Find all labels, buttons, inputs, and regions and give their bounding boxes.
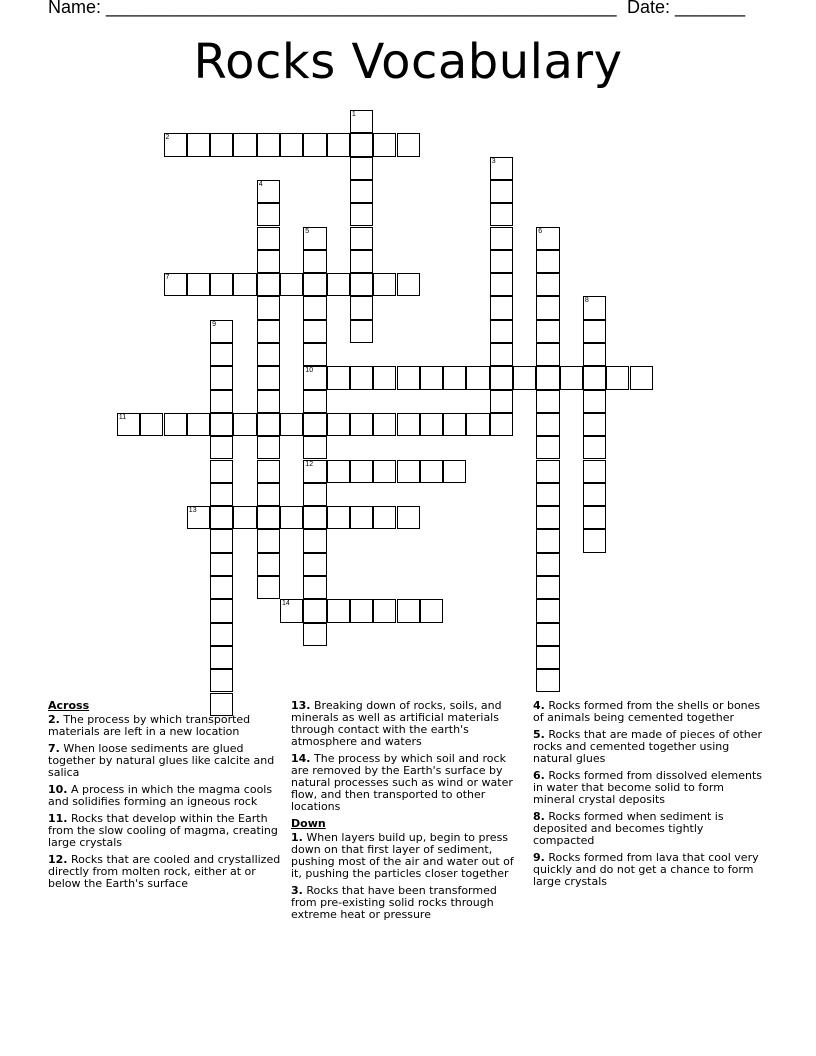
clue-number: 11 <box>118 413 127 421</box>
grid-cell[interactable] <box>583 390 606 413</box>
grid-cell[interactable] <box>536 623 559 646</box>
grid-cell[interactable] <box>583 366 606 389</box>
grid-cell[interactable] <box>233 413 256 436</box>
clue-number: 4 <box>258 180 263 188</box>
grid-cell[interactable] <box>490 296 513 319</box>
date-field-label: Date: _______ <box>627 0 746 17</box>
grid-cell[interactable] <box>280 599 303 622</box>
grid-cell[interactable] <box>350 250 373 273</box>
grid-cell[interactable] <box>164 413 187 436</box>
clue-number: 13 <box>188 507 197 515</box>
grid-cell[interactable] <box>210 553 233 576</box>
grid-cell[interactable] <box>490 250 513 273</box>
grid-cell[interactable] <box>280 413 303 436</box>
clue-number: 2 <box>165 134 170 142</box>
clue-number: 8 <box>584 297 589 305</box>
grid-cell[interactable] <box>257 366 280 389</box>
grid-cell[interactable] <box>303 320 326 343</box>
grid-cell[interactable] <box>303 599 326 622</box>
grid-cell[interactable] <box>280 506 303 529</box>
grid-cell[interactable] <box>257 553 280 576</box>
grid-cell[interactable] <box>210 669 233 692</box>
grid-cell[interactable] <box>536 553 559 576</box>
grid-cell[interactable] <box>210 506 233 529</box>
grid-cell[interactable] <box>583 343 606 366</box>
grid-cell[interactable] <box>303 623 326 646</box>
grid-cell[interactable] <box>350 506 373 529</box>
grid-cell[interactable] <box>210 436 233 459</box>
down-heading: Down <box>291 817 326 830</box>
grid-cell[interactable] <box>210 320 233 343</box>
grid-cell[interactable] <box>397 133 420 156</box>
grid-cell[interactable] <box>257 506 280 529</box>
grid-cell[interactable] <box>257 180 280 203</box>
grid-cell[interactable] <box>210 133 233 156</box>
grid-cell[interactable] <box>373 599 396 622</box>
grid-cell[interactable] <box>350 227 373 250</box>
grid-cell[interactable] <box>536 599 559 622</box>
clue-number: 12 <box>305 460 314 468</box>
grid-cell[interactable] <box>327 599 350 622</box>
grid-cell[interactable] <box>420 599 443 622</box>
grid-cell[interactable] <box>303 529 326 552</box>
grid-cell[interactable] <box>490 180 513 203</box>
grid-cell[interactable] <box>303 366 326 389</box>
grid-cell[interactable] <box>397 460 420 483</box>
grid-cell[interactable] <box>397 599 420 622</box>
grid-cell[interactable] <box>420 413 443 436</box>
grid-cell[interactable] <box>490 273 513 296</box>
grid-cell[interactable] <box>583 413 606 436</box>
clue-number: 6 <box>538 227 543 235</box>
clue-across-14: 14. The process by which soil and rock are removed by the Earth's surface by natural processes such as wind or water flow, and then transported to other locations <box>291 752 513 813</box>
grid-cell[interactable] <box>490 157 513 180</box>
clue-down-6: 6. Rocks formed from dissolved elements in water that become solid to form mineral crystal deposits <box>533 769 762 806</box>
clues-column-1 <box>48 700 284 895</box>
page-title: Rocks Vocabulary <box>193 34 623 90</box>
grid-cell[interactable] <box>257 460 280 483</box>
grid-cell[interactable] <box>350 366 373 389</box>
grid-cell[interactable] <box>187 133 210 156</box>
grid-cell[interactable] <box>164 133 187 156</box>
grid-cell[interactable] <box>420 460 443 483</box>
grid-cell[interactable] <box>257 413 280 436</box>
grid-cell[interactable] <box>327 413 350 436</box>
grid-cell[interactable] <box>210 599 233 622</box>
grid-cell[interactable] <box>303 413 326 436</box>
grid-cell[interactable] <box>303 576 326 599</box>
grid-cell[interactable] <box>210 483 233 506</box>
grid-cell[interactable] <box>257 436 280 459</box>
clue-down-8: 8. Rocks formed when sediment is deposited and becomes tightly compacted <box>533 810 724 847</box>
grid-cell[interactable] <box>490 390 513 413</box>
grid-cell[interactable] <box>350 296 373 319</box>
clue-down-1: 1. When layers build up, begin to press down on that first layer of sediment, pushing most of the air and water out of it, pushing the particles closer together <box>291 831 514 880</box>
grid-cell[interactable] <box>327 133 350 156</box>
grid-cell[interactable] <box>373 366 396 389</box>
grid-cell[interactable] <box>210 413 233 436</box>
grid-cell[interactable] <box>350 203 373 226</box>
clue-across-2: 2. The process by which transported materials are left in a new location <box>48 713 251 738</box>
grid-cell[interactable] <box>257 320 280 343</box>
clue-number: 9 <box>212 320 216 328</box>
clues-column-3 <box>533 700 765 893</box>
grid-cell[interactable] <box>397 366 420 389</box>
grid-cell[interactable] <box>257 576 280 599</box>
grid-cell[interactable] <box>303 250 326 273</box>
grid-cell[interactable] <box>233 506 256 529</box>
grid-cell[interactable] <box>536 296 559 319</box>
grid-cell[interactable] <box>257 529 280 552</box>
grid-cell[interactable] <box>257 273 280 296</box>
grid-cell[interactable] <box>303 390 326 413</box>
grid-cell[interactable] <box>583 320 606 343</box>
grid-cell[interactable] <box>373 273 396 296</box>
grid-cell[interactable] <box>443 460 466 483</box>
grid-cell[interactable] <box>350 133 373 156</box>
grid-cell[interactable] <box>490 203 513 226</box>
grid-cell[interactable] <box>373 413 396 436</box>
grid-cell[interactable] <box>350 180 373 203</box>
clue-across-11: 11. Rocks that develop within the Earth from the slow cooling of magma, creating large crystals <box>48 812 278 849</box>
grid-cell[interactable] <box>303 460 326 483</box>
grid-cell[interactable] <box>420 366 443 389</box>
grid-cell[interactable] <box>373 133 396 156</box>
grid-cell[interactable] <box>257 133 280 156</box>
grid-cell[interactable] <box>187 506 210 529</box>
grid-cell[interactable] <box>606 366 629 389</box>
grid-cell[interactable] <box>280 273 303 296</box>
clue-number: 1 <box>351 111 356 118</box>
grid-cell[interactable] <box>536 436 559 459</box>
grid-cell[interactable] <box>350 273 373 296</box>
clue-number: 7 <box>165 274 170 282</box>
grid-cell[interactable] <box>233 273 256 296</box>
grid-cell[interactable] <box>303 227 326 250</box>
grid-cell[interactable] <box>536 483 559 506</box>
grid-cell[interactable] <box>210 460 233 483</box>
grid-cell[interactable] <box>583 296 606 319</box>
grid-cell[interactable] <box>327 506 350 529</box>
grid-cell[interactable] <box>257 250 280 273</box>
clue-number: 5 <box>305 227 310 235</box>
grid-cell[interactable] <box>210 390 233 413</box>
grid-cell[interactable] <box>397 273 420 296</box>
clue-number: 3 <box>491 157 496 165</box>
grid-cell[interactable] <box>536 343 559 366</box>
grid-cell[interactable] <box>210 623 233 646</box>
grid-cell[interactable] <box>536 529 559 552</box>
grid-cell[interactable] <box>536 413 559 436</box>
grid-cell[interactable] <box>583 460 606 483</box>
grid-cell[interactable] <box>257 296 280 319</box>
grid-cell[interactable] <box>303 343 326 366</box>
grid-cell[interactable] <box>560 366 583 389</box>
grid-cell[interactable] <box>327 366 350 389</box>
grid-cell[interactable] <box>490 320 513 343</box>
grid-cell[interactable] <box>536 320 559 343</box>
clues-column-2 <box>291 700 519 926</box>
across-heading: Across <box>48 699 90 712</box>
clue-down-9: 9. Rocks formed from lava that cool very quickly and do not get a chance to form large crystals <box>533 851 759 888</box>
grid-cell[interactable] <box>443 366 466 389</box>
grid-cell[interactable] <box>350 157 373 180</box>
grid-cell[interactable] <box>536 576 559 599</box>
grid-cell[interactable] <box>210 529 233 552</box>
grid-cell[interactable] <box>303 133 326 156</box>
grid-cell[interactable] <box>536 366 559 389</box>
grid-cell[interactable] <box>327 460 350 483</box>
clue-across-10: 10. A process in which the magma cools and solidifies forming an igneous rock <box>48 783 273 808</box>
grid-cell[interactable] <box>257 483 280 506</box>
grid-cell[interactable] <box>210 576 233 599</box>
grid-cell[interactable] <box>373 460 396 483</box>
grid-cell[interactable] <box>536 250 559 273</box>
grid-cell[interactable] <box>490 227 513 250</box>
grid-cell[interactable] <box>117 413 140 436</box>
clue-across-12: 12. Rocks that are cooled and crystallized directly from molten rock, either at or below the Earth's surface <box>48 853 281 890</box>
grid-cell[interactable] <box>350 110 373 133</box>
grid-cell[interactable] <box>536 506 559 529</box>
grid-cell[interactable] <box>187 273 210 296</box>
grid-cell[interactable] <box>536 390 559 413</box>
grid-cell[interactable] <box>350 320 373 343</box>
grid-cell[interactable] <box>466 366 489 389</box>
grid-cell[interactable] <box>583 529 606 552</box>
grid-cell[interactable] <box>583 436 606 459</box>
grid-cell[interactable] <box>536 273 559 296</box>
grid-cell[interactable] <box>164 273 187 296</box>
grid-cell[interactable] <box>490 343 513 366</box>
grid-cell[interactable] <box>280 133 303 156</box>
grid-cell[interactable] <box>536 669 559 692</box>
grid-cell[interactable] <box>210 273 233 296</box>
grid-cell[interactable] <box>303 553 326 576</box>
grid-cell[interactable] <box>350 413 373 436</box>
clue-down-4: 4. Rocks formed from the shells or bones of animals being cemented together <box>533 699 761 724</box>
grid-cell[interactable] <box>303 273 326 296</box>
grid-cell[interactable] <box>303 296 326 319</box>
clue-across-13: 13. Breaking down of rocks, soils, and minerals as well as artificial materials through contact with the earth's atmosphere and waters <box>291 699 502 748</box>
grid-cell[interactable] <box>630 366 653 389</box>
clue-number: 10 <box>305 367 314 375</box>
grid-cell[interactable] <box>303 483 326 506</box>
name-field-label: Name: ___________________________________________________ <box>48 0 617 17</box>
grid-cell[interactable] <box>210 366 233 389</box>
grid-cell[interactable] <box>536 460 559 483</box>
grid-cell[interactable] <box>350 460 373 483</box>
grid-cell[interactable] <box>140 413 163 436</box>
grid-cell[interactable] <box>187 413 210 436</box>
grid-cell[interactable] <box>443 413 466 436</box>
grid-cell[interactable] <box>466 413 489 436</box>
grid-cell[interactable] <box>536 227 559 250</box>
grid-cell[interactable] <box>397 506 420 529</box>
grid-cell[interactable] <box>583 483 606 506</box>
grid-cell[interactable] <box>257 227 280 250</box>
clue-down-5: 5. Rocks that are made of pieces of other rocks and cemented together using natural glues <box>533 728 763 765</box>
grid-cell[interactable] <box>373 506 396 529</box>
grid-cell[interactable] <box>490 366 513 389</box>
grid-cell[interactable] <box>397 413 420 436</box>
grid-cell[interactable] <box>257 343 280 366</box>
clue-down-3: 3. Rocks that have been transformed from pre-existing solid rocks through extreme heat or pressure <box>291 884 497 921</box>
grid-cell[interactable] <box>210 646 233 669</box>
grid-cell[interactable] <box>233 133 256 156</box>
grid-cell[interactable] <box>490 413 513 436</box>
clue-across-7: 7. When loose sediments are glued together by natural glues like calcite and salica <box>48 742 275 779</box>
grid-cell[interactable] <box>583 506 606 529</box>
grid-cell[interactable] <box>536 646 559 669</box>
grid-cell[interactable] <box>350 599 373 622</box>
clue-number: 14 <box>282 600 290 608</box>
grid-cell[interactable] <box>257 390 280 413</box>
grid-cell[interactable] <box>513 366 536 389</box>
grid-cell[interactable] <box>303 506 326 529</box>
grid-cell[interactable] <box>210 343 233 366</box>
grid-cell[interactable] <box>303 436 326 459</box>
grid-cell[interactable] <box>257 203 280 226</box>
grid-cell[interactable] <box>327 273 350 296</box>
